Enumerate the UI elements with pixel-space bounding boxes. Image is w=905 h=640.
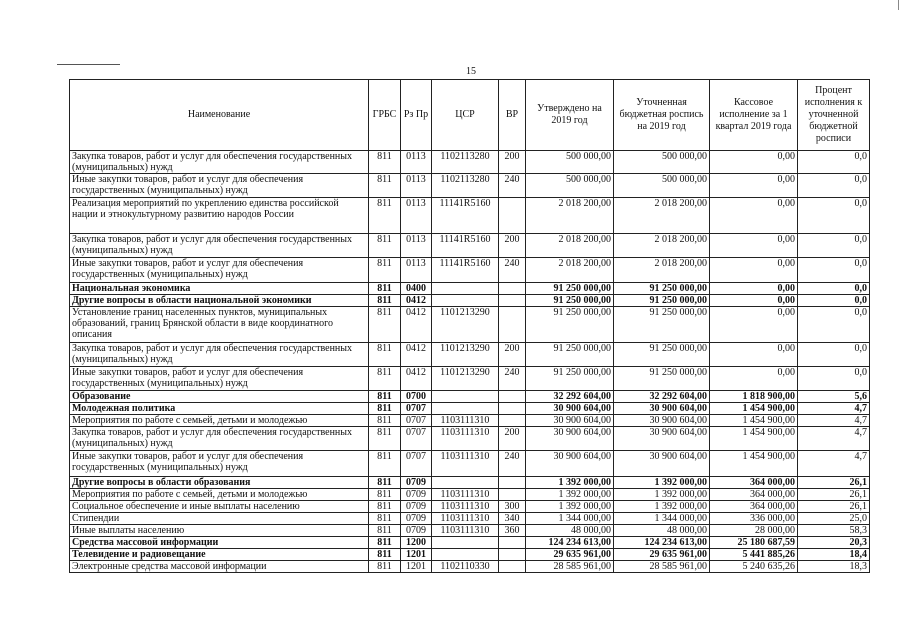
cell-csr: 11141R5160 (432, 198, 499, 234)
table-header-row (70, 80, 870, 151)
cell-cash: 0,00 (710, 234, 798, 258)
cell-vr: 240 (499, 174, 526, 198)
cell-cash: 0,00 (710, 258, 798, 283)
cell-percent: 18,3 (798, 561, 870, 573)
cell-approved: 48 000,00 (526, 525, 614, 537)
cell-vr (499, 403, 526, 415)
cell-grbs: 811 (369, 367, 401, 391)
cell-cash: 364 000,00 (710, 489, 798, 501)
cell-csr (432, 283, 499, 295)
cell-grbs: 811 (369, 489, 401, 501)
cell-grbs: 811 (369, 234, 401, 258)
col-header-name: Наименование (70, 80, 369, 151)
cell-vr: 200 (499, 234, 526, 258)
cell-name: Иные закупки товаров, работ и услуг для обеспечения государственных (муниципальных) нужд (70, 258, 369, 283)
cell-revised: 2 018 200,00 (614, 198, 710, 234)
cell-grbs: 811 (369, 537, 401, 549)
cell-approved: 1 344 000,00 (526, 513, 614, 525)
cell-revised: 91 250 000,00 (614, 295, 710, 307)
cell-grbs: 811 (369, 403, 401, 415)
cell-approved: 2 018 200,00 (526, 234, 614, 258)
cell-grbs: 811 (369, 513, 401, 525)
cell-revised: 2 018 200,00 (614, 258, 710, 283)
table-row (70, 403, 870, 415)
table-row (70, 295, 870, 307)
cell-name: Иные закупки товаров, работ и услуг для обеспечения государственных (муниципальных) нужд (70, 451, 369, 477)
cell-cash: 0,00 (710, 367, 798, 391)
cell-cash: 1 818 900,00 (710, 391, 798, 403)
table-row (70, 174, 870, 198)
cell-approved: 32 292 604,00 (526, 391, 614, 403)
cell-cash: 5 441 885,26 (710, 549, 798, 561)
cell-cash: 1 454 900,00 (710, 451, 798, 477)
cell-name: Средства массовой информации (70, 537, 369, 549)
cell-approved: 500 000,00 (526, 151, 614, 174)
cell-cash: 0,00 (710, 295, 798, 307)
cell-name: Образование (70, 391, 369, 403)
table-row (70, 415, 870, 427)
cell-revised: 1 392 000,00 (614, 501, 710, 513)
cell-rzpr: 0709 (401, 477, 432, 489)
cell-cash: 1 454 900,00 (710, 415, 798, 427)
cell-approved: 91 250 000,00 (526, 295, 614, 307)
cell-percent: 26,1 (798, 489, 870, 501)
table-row (70, 307, 870, 343)
table-row (70, 391, 870, 403)
table-row (70, 477, 870, 489)
cell-revised: 1 392 000,00 (614, 489, 710, 501)
cell-percent: 18,4 (798, 549, 870, 561)
cell-csr (432, 477, 499, 489)
cell-grbs: 811 (369, 549, 401, 561)
cell-cash: 336 000,00 (710, 513, 798, 525)
table-row (70, 537, 870, 549)
cell-name: Другие вопросы в области национальной экономики (70, 295, 369, 307)
col-header-csr: ЦСР (432, 80, 499, 151)
cell-csr: 1103111310 (432, 415, 499, 427)
cell-revised: 91 250 000,00 (614, 283, 710, 295)
cell-rzpr: 1201 (401, 561, 432, 573)
cell-csr: 1102113280 (432, 174, 499, 198)
cell-rzpr: 0400 (401, 283, 432, 295)
cell-csr: 1103111310 (432, 501, 499, 513)
cell-csr (432, 403, 499, 415)
cell-name: Закупка товаров, работ и услуг для обеспечения государственных (муниципальных) нужд (70, 234, 369, 258)
budget-table (69, 79, 870, 573)
cell-cash: 0,00 (710, 174, 798, 198)
table-row (70, 489, 870, 501)
col-header-approved: Утверждено на 2019 год (526, 80, 614, 151)
cell-vr (499, 489, 526, 501)
cell-name: Молодежная политика (70, 403, 369, 415)
cell-vr (499, 537, 526, 549)
cell-approved: 500 000,00 (526, 174, 614, 198)
cell-vr: 360 (499, 525, 526, 537)
cell-csr: 1103111310 (432, 525, 499, 537)
cell-percent: 0,0 (798, 151, 870, 174)
col-header-rzpr: Рз Пр (401, 80, 432, 151)
cell-grbs: 811 (369, 415, 401, 427)
cell-percent: 0,0 (798, 258, 870, 283)
cell-grbs: 811 (369, 307, 401, 343)
cell-cash: 0,00 (710, 283, 798, 295)
cell-name: Иные закупки товаров, работ и услуг для обеспечения государственных (муниципальных) нужд (70, 367, 369, 391)
cell-vr (499, 307, 526, 343)
table-row (70, 549, 870, 561)
cell-name: Иные выплаты населению (70, 525, 369, 537)
cell-grbs: 811 (369, 525, 401, 537)
cell-grbs: 811 (369, 283, 401, 295)
cell-vr: 340 (499, 513, 526, 525)
cell-percent: 58,3 (798, 525, 870, 537)
cell-csr: 1101213290 (432, 343, 499, 367)
table-row (70, 234, 870, 258)
cell-cash: 364 000,00 (710, 477, 798, 489)
cell-name: Национальная экономика (70, 283, 369, 295)
cell-name: Закупка товаров, работ и услуг для обеспечения государственных (муниципальных) нужд (70, 427, 369, 451)
cell-vr (499, 477, 526, 489)
cell-rzpr: 0412 (401, 343, 432, 367)
cell-revised: 91 250 000,00 (614, 307, 710, 343)
cell-revised: 91 250 000,00 (614, 343, 710, 367)
cell-approved: 28 585 961,00 (526, 561, 614, 573)
cell-cash: 0,00 (710, 343, 798, 367)
cell-percent: 0,0 (798, 174, 870, 198)
cell-rzpr: 0709 (401, 525, 432, 537)
col-header-grbs: ГРБС (369, 80, 401, 151)
cell-approved: 29 635 961,00 (526, 549, 614, 561)
cell-approved: 2 018 200,00 (526, 198, 614, 234)
cell-name: Стипендии (70, 513, 369, 525)
table-row (70, 561, 870, 573)
cell-percent: 4,7 (798, 427, 870, 451)
cell-approved: 91 250 000,00 (526, 283, 614, 295)
cell-rzpr: 0707 (401, 403, 432, 415)
cell-vr (499, 198, 526, 234)
cell-csr: 11141R5160 (432, 234, 499, 258)
cell-approved: 2 018 200,00 (526, 258, 614, 283)
cell-rzpr: 0700 (401, 391, 432, 403)
cell-name: Мероприятия по работе с семьей, детьми и молодежью (70, 489, 369, 501)
cell-percent: 0,0 (798, 234, 870, 258)
table-row (70, 198, 870, 234)
cell-csr: 1102113280 (432, 151, 499, 174)
cell-percent: 26,1 (798, 477, 870, 489)
cell-name: Социальное обеспечение и иные выплаты населению (70, 501, 369, 513)
cell-grbs: 811 (369, 343, 401, 367)
cell-rzpr: 0412 (401, 367, 432, 391)
cell-vr: 240 (499, 258, 526, 283)
cell-percent: 0,0 (798, 198, 870, 234)
cell-approved: 1 392 000,00 (526, 489, 614, 501)
cell-name: Установление границ населенных пунктов, муниципальных образований, границ Брянской области в виде координатного описания (70, 307, 369, 343)
cell-revised: 1 344 000,00 (614, 513, 710, 525)
cell-vr (499, 549, 526, 561)
cell-vr: 240 (499, 367, 526, 391)
cell-approved: 30 900 604,00 (526, 415, 614, 427)
cell-revised: 30 900 604,00 (614, 415, 710, 427)
cell-rzpr: 0707 (401, 427, 432, 451)
cell-approved: 30 900 604,00 (526, 427, 614, 451)
table-row (70, 451, 870, 477)
cell-rzpr: 1201 (401, 549, 432, 561)
cell-rzpr: 1200 (401, 537, 432, 549)
cell-grbs: 811 (369, 391, 401, 403)
cell-revised: 48 000,00 (614, 525, 710, 537)
cell-percent: 0,0 (798, 343, 870, 367)
cell-cash: 1 454 900,00 (710, 427, 798, 451)
cell-grbs: 811 (369, 198, 401, 234)
cell-approved: 124 234 613,00 (526, 537, 614, 549)
page-corner-mark (898, 0, 899, 10)
col-header-percent: Процент исполнения к уточненной бюджетной росписи (798, 80, 870, 151)
cell-percent: 0,0 (798, 283, 870, 295)
cell-vr: 200 (499, 343, 526, 367)
cell-name: Мероприятия по работе с семьей, детьми и молодежью (70, 415, 369, 427)
cell-grbs: 811 (369, 561, 401, 573)
table-row (70, 151, 870, 174)
cell-csr: 1103111310 (432, 489, 499, 501)
cell-rzpr: 0709 (401, 489, 432, 501)
cell-grbs: 811 (369, 258, 401, 283)
cell-csr (432, 549, 499, 561)
cell-vr: 240 (499, 451, 526, 477)
cell-approved: 91 250 000,00 (526, 307, 614, 343)
cell-grbs: 811 (369, 295, 401, 307)
table-row (70, 343, 870, 367)
cell-percent: 4,7 (798, 403, 870, 415)
cell-revised: 30 900 604,00 (614, 427, 710, 451)
cell-approved: 1 392 000,00 (526, 501, 614, 513)
cell-percent: 0,0 (798, 295, 870, 307)
cell-approved: 91 250 000,00 (526, 343, 614, 367)
cell-revised: 500 000,00 (614, 151, 710, 174)
cell-rzpr: 0113 (401, 198, 432, 234)
header-rule (57, 64, 120, 65)
cell-cash: 5 240 635,26 (710, 561, 798, 573)
col-header-cash: Кассовое исполнение за 1 квартал 2019 года (710, 80, 798, 151)
cell-csr: 1102110330 (432, 561, 499, 573)
cell-vr (499, 391, 526, 403)
cell-percent: 4,7 (798, 451, 870, 477)
cell-csr: 1101213290 (432, 367, 499, 391)
table-row (70, 427, 870, 451)
cell-cash: 0,00 (710, 307, 798, 343)
table-row (70, 501, 870, 513)
cell-name: Закупка товаров, работ и услуг для обеспечения государственных (муниципальных) нужд (70, 151, 369, 174)
cell-grbs: 811 (369, 477, 401, 489)
cell-name: Электронные средства массовой информации (70, 561, 369, 573)
cell-grbs: 811 (369, 174, 401, 198)
cell-csr: 1101213290 (432, 307, 499, 343)
cell-grbs: 811 (369, 501, 401, 513)
cell-name: Иные закупки товаров, работ и услуг для обеспечения государственных (муниципальных) нужд (70, 174, 369, 198)
cell-rzpr: 0412 (401, 295, 432, 307)
cell-csr: 1103111310 (432, 427, 499, 451)
cell-revised: 1 392 000,00 (614, 477, 710, 489)
cell-grbs: 811 (369, 451, 401, 477)
cell-rzpr: 0707 (401, 451, 432, 477)
table-row (70, 283, 870, 295)
col-header-revised: Уточненная бюджетная роспись на 2019 год (614, 80, 710, 151)
cell-name: Реализация мероприятий по укреплению единства российской нации и этнокультурному развитию народов России (70, 198, 369, 234)
cell-percent: 0,0 (798, 367, 870, 391)
cell-vr: 200 (499, 151, 526, 174)
cell-rzpr: 0707 (401, 415, 432, 427)
cell-csr (432, 295, 499, 307)
cell-percent: 0,0 (798, 307, 870, 343)
cell-revised: 29 635 961,00 (614, 549, 710, 561)
cell-rzpr: 0709 (401, 513, 432, 525)
cell-rzpr: 0113 (401, 174, 432, 198)
cell-vr (499, 561, 526, 573)
cell-vr (499, 283, 526, 295)
cell-cash: 28 000,00 (710, 525, 798, 537)
cell-csr: 1103111310 (432, 451, 499, 477)
cell-percent: 26,1 (798, 501, 870, 513)
table-row (70, 367, 870, 391)
cell-rzpr: 0709 (401, 501, 432, 513)
cell-percent: 5,6 (798, 391, 870, 403)
cell-percent: 4,7 (798, 415, 870, 427)
cell-name: Телевидение и радиовещание (70, 549, 369, 561)
cell-rzpr: 0113 (401, 151, 432, 174)
cell-csr (432, 391, 499, 403)
cell-grbs: 811 (369, 151, 401, 174)
cell-name: Закупка товаров, работ и услуг для обеспечения государственных (муниципальных) нужд (70, 343, 369, 367)
cell-rzpr: 0412 (401, 307, 432, 343)
cell-csr: 11141R5160 (432, 258, 499, 283)
cell-approved: 30 900 604,00 (526, 403, 614, 415)
cell-revised: 28 585 961,00 (614, 561, 710, 573)
cell-csr (432, 537, 499, 549)
table-row (70, 525, 870, 537)
cell-csr: 1103111310 (432, 513, 499, 525)
table-body (70, 151, 870, 573)
cell-name: Другие вопросы в области образования (70, 477, 369, 489)
cell-rzpr: 0113 (401, 234, 432, 258)
page-number: 15 (466, 66, 476, 77)
cell-revised: 500 000,00 (614, 174, 710, 198)
cell-rzpr: 0113 (401, 258, 432, 283)
cell-percent: 20,3 (798, 537, 870, 549)
cell-percent: 25,0 (798, 513, 870, 525)
cell-vr: 200 (499, 427, 526, 451)
table-row (70, 513, 870, 525)
cell-grbs: 811 (369, 427, 401, 451)
cell-cash: 0,00 (710, 198, 798, 234)
cell-cash: 1 454 900,00 (710, 403, 798, 415)
cell-revised: 2 018 200,00 (614, 234, 710, 258)
col-header-vr: ВР (499, 80, 526, 151)
cell-revised: 124 234 613,00 (614, 537, 710, 549)
cell-revised: 30 900 604,00 (614, 403, 710, 415)
cell-vr (499, 295, 526, 307)
cell-cash: 25 180 687,59 (710, 537, 798, 549)
cell-revised: 30 900 604,00 (614, 451, 710, 477)
cell-approved: 1 392 000,00 (526, 477, 614, 489)
cell-cash: 0,00 (710, 151, 798, 174)
cell-revised: 91 250 000,00 (614, 367, 710, 391)
cell-approved: 91 250 000,00 (526, 367, 614, 391)
cell-cash: 364 000,00 (710, 501, 798, 513)
table-row (70, 258, 870, 283)
cell-revised: 32 292 604,00 (614, 391, 710, 403)
cell-vr (499, 415, 526, 427)
cell-approved: 30 900 604,00 (526, 451, 614, 477)
cell-vr: 300 (499, 501, 526, 513)
